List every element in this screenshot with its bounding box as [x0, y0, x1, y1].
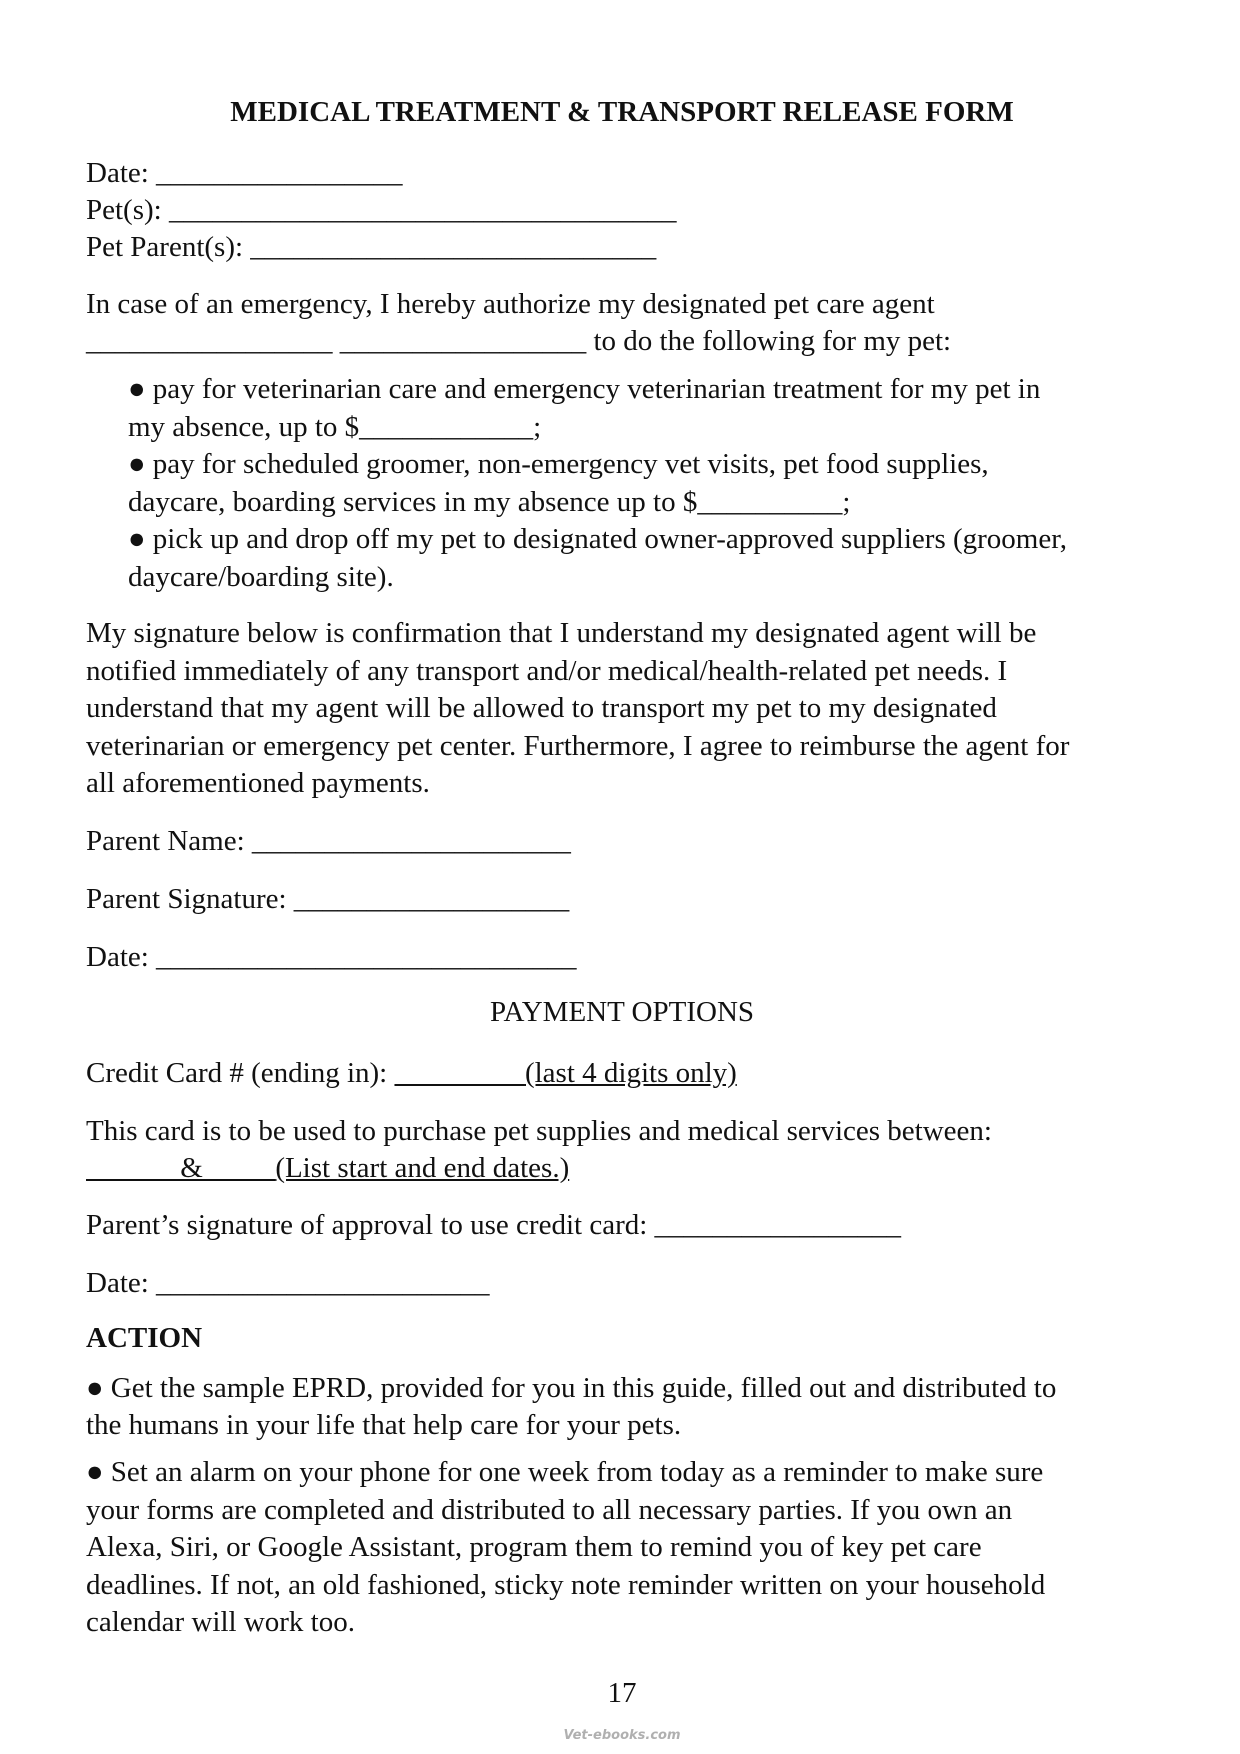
parent-signature-field: Parent Signature: ___________________ [86, 883, 570, 915]
credit-card-blank [394, 1057, 525, 1089]
date-field: Date: _________________ [86, 157, 403, 189]
action-item-2-line-3: Alexa, Siri, or Google Assistant, program them to remind you of key pet care [86, 1531, 982, 1563]
action-heading: ACTION [86, 1322, 203, 1354]
bullet-pickup-line-1: ● pick up and drop off my pet to designated owner-approved suppliers (groomer, [128, 523, 1067, 555]
authorization-line-1: In case of an emergency, I hereby authorize my designated pet care agent [86, 288, 935, 320]
card-dates-field [86, 1149, 569, 1187]
payment-options-heading: PAYMENT OPTIONS [489, 996, 755, 1028]
card-dates-note: (List start and end dates.) [275, 1152, 570, 1184]
authorization-line-2: _________________ _________________ to do the following for my pet: [86, 325, 952, 357]
page-number: 17 [607, 1677, 637, 1709]
credit-card-field [86, 1054, 737, 1092]
action-item-2-line-5: calendar will work too. [86, 1606, 355, 1638]
bullet-scheduled-line-1: ● pay for scheduled groomer, non-emergency vet visits, pet food supplies, [128, 448, 989, 480]
card-purpose-line: This card is to be used to purchase pet supplies and medical services between: [86, 1115, 992, 1147]
confirmation-line-2: notified immediately of any transport and/or medical/health-related pet needs. I [86, 655, 1008, 687]
bullet-scheduled-line-2: daycare, boarding services in my absence up to $__________; [128, 486, 851, 518]
parent-name-field: Parent Name: ______________________ [86, 825, 571, 857]
document-page [86, 0, 1166, 1754]
action-item-2-line-1: ● Set an alarm on your phone for one week from today as a reminder to make sure [86, 1456, 1044, 1488]
card-approval-field: Parent’s signature of approval to use credit card: _________________ [86, 1209, 902, 1241]
action-item-2-line-4: deadlines. If not, an old fashioned, sticky note reminder written on your household [86, 1569, 1046, 1601]
action-item-1-line-2: the humans in your life that help care for your pets. [86, 1409, 682, 1441]
confirmation-line-5: all aforementioned payments. [86, 767, 430, 799]
card-dates-blank: & [86, 1152, 276, 1184]
pets-field: Pet(s): ___________________________________ [86, 194, 677, 226]
bullet-vet-care-line-2: my absence, up to $____________; [128, 411, 542, 443]
bullet-vet-care-line-1: ● pay for veterinarian care and emergency veterinarian treatment for my pet in [128, 373, 1041, 405]
signature-date-field: Date: _____________________________ [86, 941, 577, 973]
confirmation-line-1: My signature below is confirmation that I understand my designated agent will be [86, 617, 1037, 649]
watermark-logo: Vet-ebooks.com [563, 1728, 681, 1743]
confirmation-line-3: understand that my agent will be allowed to transport my pet to my designated [86, 692, 997, 724]
action-item-1-line-1: ● Get the sample EPRD, provided for you in this guide, filled out and distributed to [86, 1372, 1057, 1404]
bullet-pickup-line-2: daycare/boarding site). [128, 561, 394, 593]
action-item-2-line-2: your forms are completed and distributed to all necessary parties. If you own an [86, 1494, 1013, 1526]
pet-parents-field: Pet Parent(s): ____________________________ [86, 231, 657, 263]
credit-card-note: (last 4 digits only) [524, 1057, 737, 1089]
form-title: MEDICAL TREATMENT & TRANSPORT RELEASE FORM [230, 96, 1014, 128]
confirmation-line-4: veterinarian or emergency pet center. Furthermore, I agree to reimburse the agent for [86, 730, 1070, 762]
credit-card-label: Credit Card # (ending in): [86, 1057, 395, 1089]
card-date-field: Date: _______________________ [86, 1267, 490, 1299]
